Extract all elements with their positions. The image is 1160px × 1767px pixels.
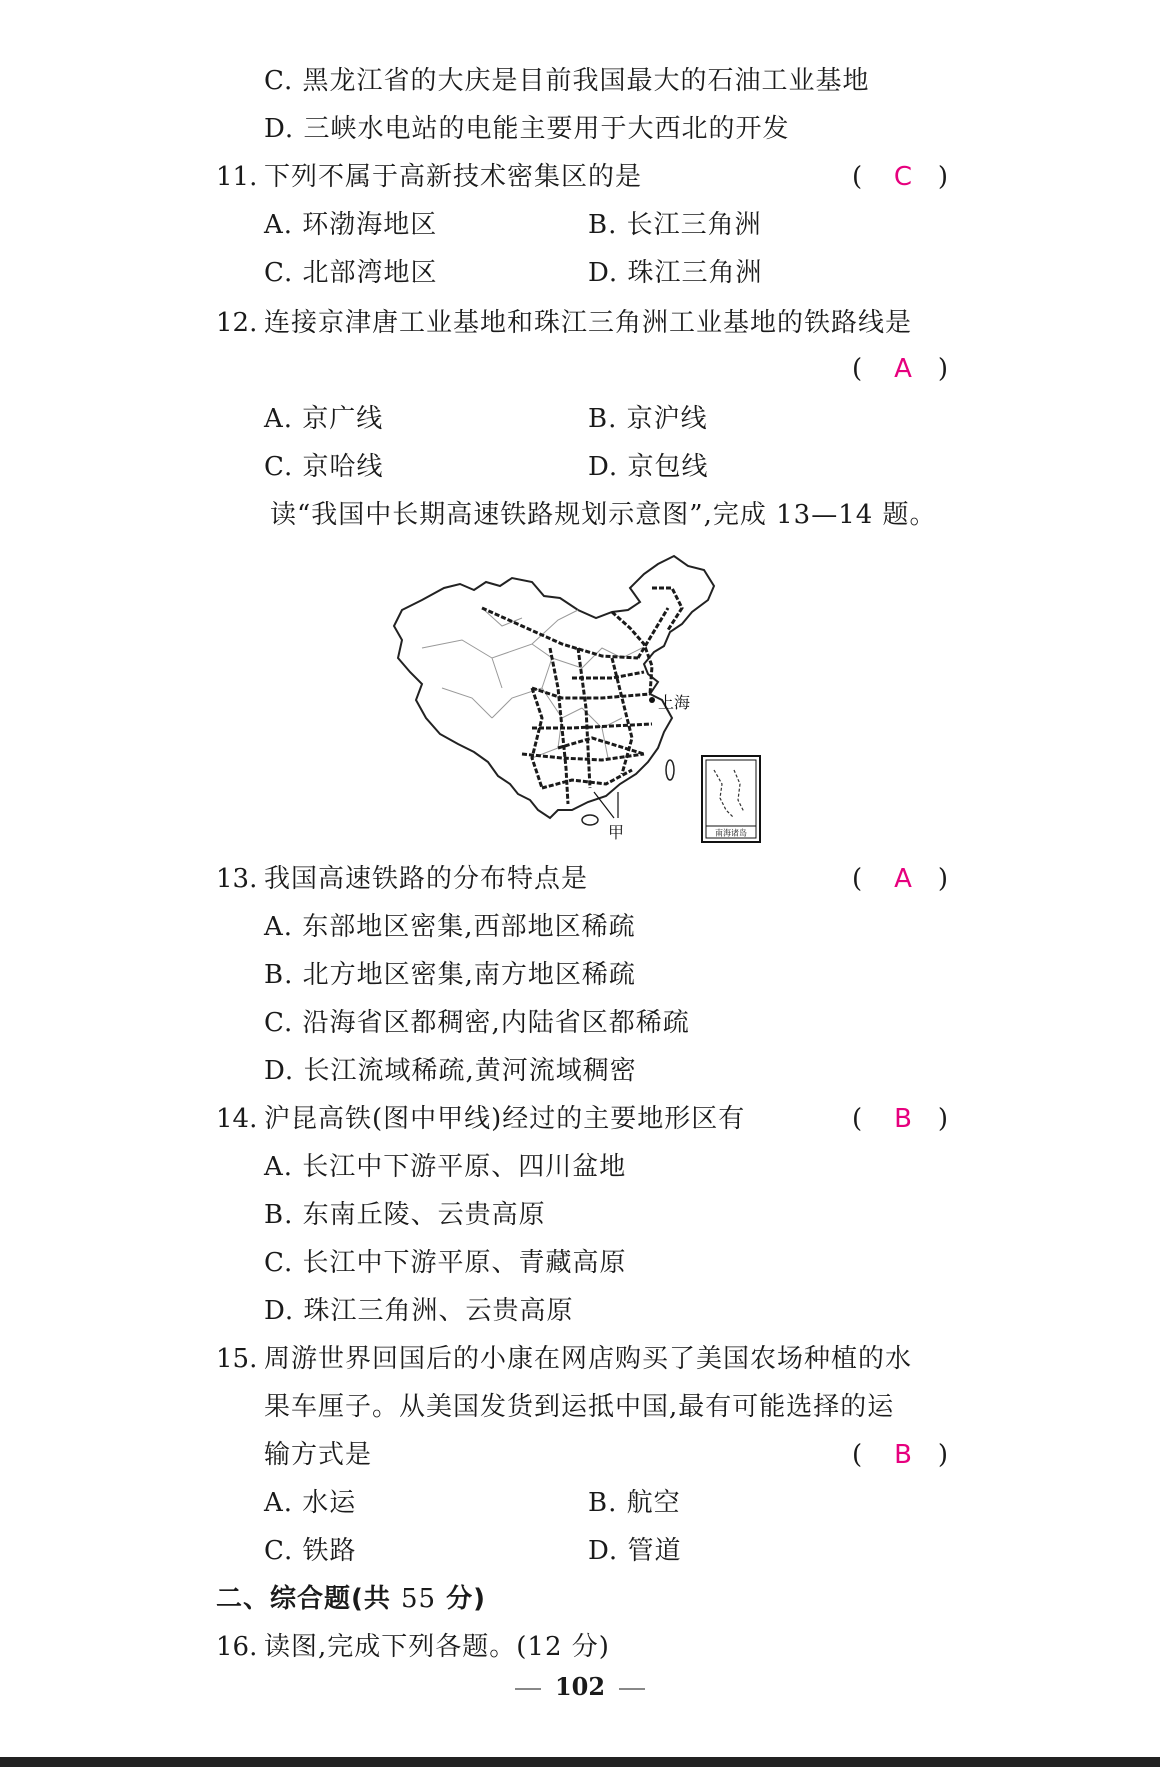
q11-number: 11. [216, 162, 258, 192]
q11-option-a: A. 环渤海地区 [264, 210, 438, 240]
q10-option-d: D. 三峡水电站的电能主要用于大西北的开发 [264, 114, 790, 144]
label-shanghai: 上海 [658, 693, 691, 712]
q15-option-b: B. 航空 [588, 1488, 681, 1518]
china-outline [394, 556, 714, 818]
q13-option-d: D. 长江流域稀疏,黄河流域稠密 [264, 1056, 637, 1086]
intro-13-14: 读“我国中长期高速铁路规划示意图”,完成 13—14 题。 [270, 500, 937, 530]
q11-option-b: B. 长江三角洲 [588, 210, 762, 240]
footer-dash-right [619, 1688, 645, 1690]
hainan-island [582, 815, 598, 825]
q11-option-d: D. 珠江三角洲 [588, 258, 763, 288]
section2-title [216, 1582, 486, 1616]
section2-title-prefix: 二、综合题(共 [216, 1584, 391, 1614]
q13-option-c: C. 沿海省区都稠密,内陆省区都稀疏 [264, 1008, 690, 1038]
q14-answer: B [894, 1104, 912, 1134]
q11-option-c: C. 北部湾地区 [264, 258, 438, 288]
q12-answer: A [894, 354, 912, 384]
q13-stem: 我国高速铁路的分布特点是 [264, 864, 589, 894]
section2-title-suffix: 分) [446, 1584, 486, 1614]
q15-answer: B [894, 1440, 912, 1470]
q15-option-c: C. 铁路 [264, 1536, 357, 1566]
q15-option-a: A. 水运 [264, 1488, 357, 1518]
shanghai-dot [649, 697, 655, 703]
q15-stem-line2: 果车厘子。从美国发货到运抵中国,最有可能选择的运 [264, 1392, 895, 1422]
label-nanhai-islands: 南海诸岛 [715, 828, 747, 838]
q14-option-c: C. 长江中下游平原、青藏高原 [264, 1248, 627, 1278]
q14-stem: 沪昆高铁(图中甲线)经过的主要地形区有 [264, 1104, 746, 1134]
q16-number: 16. [216, 1632, 258, 1662]
q12-option-c: C. 京哈线 [264, 452, 384, 482]
section2-points: 55 [400, 1584, 437, 1614]
q12-option-a: A. 京广线 [264, 404, 384, 434]
q12-option-d: D. 京包线 [588, 452, 709, 482]
q14-option-b: B. 东南丘陵、云贵高原 [264, 1200, 546, 1230]
footer-dash-left [515, 1688, 541, 1690]
q12-number: 12. [216, 308, 258, 338]
q15-option-d: D. 管道 [588, 1536, 682, 1566]
q15-number: 15. [216, 1344, 258, 1374]
q13-answer: A [894, 864, 912, 894]
page-footer [0, 1672, 1160, 1701]
page-number: 102 [554, 1672, 606, 1701]
china-map-figure [382, 548, 762, 844]
q13-number: 13. [216, 864, 258, 894]
label-jia: 甲 [608, 823, 625, 842]
q16-stem: 读图,完成下列各题。(12 分) [264, 1632, 610, 1662]
q14-number: 14. [216, 1104, 258, 1134]
taiwan-island [666, 760, 674, 780]
q10-option-c: C. 黑龙江省的大庆是目前我国最大的石油工业基地 [264, 66, 870, 96]
q14-option-a: A. 长江中下游平原、四川盆地 [264, 1152, 627, 1182]
exam-page: C. 黑龙江省的大庆是目前我国最大的石油工业基地 D. 三峡水电站的电能主要用于大西北的开发 11. 下列不属于高新技术密集区的是 ( C ) A. 环渤海地区 B. 长江三角洲 C. 北部湾地区 D. 珠江三角洲 12. 连接京津唐工业基地和珠江三角洲工业基地的铁路线是 ( A ) A. 京广线 B. 京沪线 C. 京哈线 D. 京包线 读“我国中长期高速铁路规划示意图”,完成 13—14 题。 上海 甲 南海诸岛 13. 我国高速铁路的分布特点是 ( A ) A. 东部地区密集,西部地区稀疏 B. 北方地区密集,南方地区稀疏 C. 沿海省区都稠密,内陆省区都稀疏 D. 长江流域稀疏,黄河流域稠密 14. 沪昆高铁(图中甲线)经过的主要地形区有 ( B ) A. 长江中下游平原、四川盆地 B. 东南丘陵、云贵高原 C. 长江中下游平原、青藏高原 D. 珠江三角洲、云贵高原 15. 周游世界回国后的小康在网店购买了美国农场种植的水 果车厘子。从美国发货到运抵中国,最有可能选择的运 输方式是 ( B ) A. 水运 B. 航空 C. 铁路 D. 管道 二、综合题(共 55 分) 16. 读图,完成下列各题。(12 分) 102 [0, 0, 1160, 1767]
q12-stem: 连接京津唐工业基地和珠江三角洲工业基地的铁路线是 [264, 308, 913, 338]
q14-option-d: D. 珠江三角洲、云贵高原 [264, 1296, 574, 1326]
province-borders [422, 608, 642, 758]
q12-option-b: B. 京沪线 [588, 404, 708, 434]
q13-option-b: B. 北方地区密集,南方地区稀疏 [264, 960, 636, 990]
q13-option-a: A. 东部地区密集,西部地区稀疏 [264, 912, 636, 942]
q11-stem: 下列不属于高新技术密集区的是 [264, 162, 643, 192]
q11-answer: C [893, 162, 913, 192]
bottom-edge-bar [0, 1757, 1160, 1767]
south-china-sea-inset [702, 756, 760, 842]
q15-stem-line1: 周游世界回国后的小康在网店购买了美国农场种植的水 [264, 1344, 913, 1374]
high-speed-rail-map [382, 548, 762, 844]
q15-stem-line3: 输方式是 [264, 1440, 373, 1470]
